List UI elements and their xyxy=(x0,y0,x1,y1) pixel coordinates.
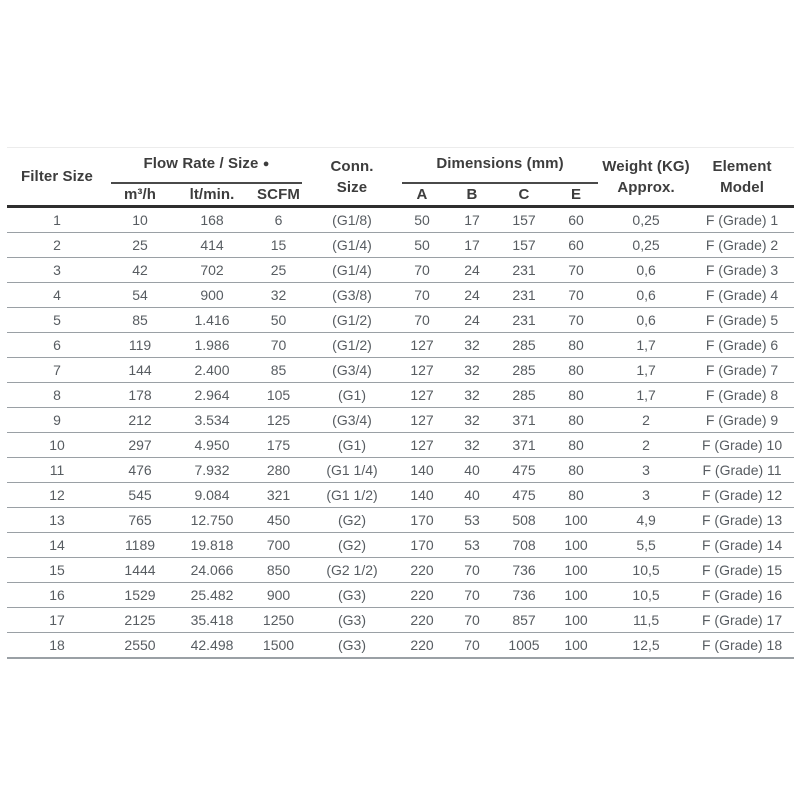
cell-scfm: 850 xyxy=(251,558,306,583)
cell-dim-b: 70 xyxy=(446,608,498,633)
cell-dim-a: 140 xyxy=(398,483,446,508)
element-line1: Element xyxy=(712,157,772,175)
cell-m3h: 545 xyxy=(107,483,173,508)
cell-dim-c: 708 xyxy=(498,533,550,558)
cell-element-model: F (Grade) 3 xyxy=(690,258,794,283)
cell-weight: 0,25 xyxy=(602,233,690,258)
header-group-row xyxy=(7,148,794,185)
cell-conn-size: (G3) xyxy=(306,583,398,608)
cell-scfm: 50 xyxy=(251,308,306,333)
cell-dim-e: 100 xyxy=(550,533,602,558)
cell-dim-b: 70 xyxy=(446,633,498,659)
cell-dim-a: 170 xyxy=(398,533,446,558)
cell-dim-e: 70 xyxy=(550,308,602,333)
table-row xyxy=(7,433,794,458)
table-row xyxy=(7,458,794,483)
table-row xyxy=(7,558,794,583)
cell-filter-size: 9 xyxy=(7,408,107,433)
col-header-m3h: m³/h xyxy=(107,184,173,207)
cell-ltmin: 168 xyxy=(173,207,251,233)
col-header-ltmin: lt/min. xyxy=(173,184,251,207)
cell-weight: 11,5 xyxy=(602,608,690,633)
cell-weight: 1,7 xyxy=(602,383,690,408)
cell-dim-c: 157 xyxy=(498,233,550,258)
cell-weight: 3 xyxy=(602,483,690,508)
col-header-weight xyxy=(602,148,690,207)
cell-ltmin: 12.750 xyxy=(173,508,251,533)
cell-dim-a: 70 xyxy=(398,283,446,308)
weight-line1: Weight (KG) xyxy=(602,157,690,175)
cell-filter-size: 15 xyxy=(7,558,107,583)
cell-ltmin: 24.066 xyxy=(173,558,251,583)
cell-dim-c: 857 xyxy=(498,608,550,633)
cell-conn-size: (G1/2) xyxy=(306,333,398,358)
cell-ltmin: 9.084 xyxy=(173,483,251,508)
table-row xyxy=(7,633,794,659)
cell-dim-e: 80 xyxy=(550,433,602,458)
cell-filter-size: 7 xyxy=(7,358,107,383)
table-header xyxy=(7,148,794,207)
conn-size-line1: Conn. xyxy=(330,157,374,175)
cell-conn-size: (G1/4) xyxy=(306,233,398,258)
cell-weight: 12,5 xyxy=(602,633,690,659)
cell-filter-size: 18 xyxy=(7,633,107,659)
table-row xyxy=(7,383,794,408)
cell-dim-e: 80 xyxy=(550,383,602,408)
table-row xyxy=(7,583,794,608)
cell-scfm: 321 xyxy=(251,483,306,508)
cell-dim-a: 170 xyxy=(398,508,446,533)
cell-element-model: F (Grade) 8 xyxy=(690,383,794,408)
cell-dim-e: 80 xyxy=(550,333,602,358)
cell-scfm: 175 xyxy=(251,433,306,458)
cell-conn-size: (G2 1/2) xyxy=(306,558,398,583)
col-header-dim-c: C xyxy=(498,184,550,207)
cell-ltmin: 2.400 xyxy=(173,358,251,383)
cell-dim-e: 60 xyxy=(550,233,602,258)
col-header-dim-a: A xyxy=(398,184,446,207)
cell-weight: 4,9 xyxy=(602,508,690,533)
flow-rate-underline xyxy=(111,182,302,184)
cell-dim-e: 60 xyxy=(550,207,602,233)
cell-dim-a: 50 xyxy=(398,233,446,258)
cell-m3h: 212 xyxy=(107,408,173,433)
cell-weight: 0,25 xyxy=(602,207,690,233)
cell-filter-size: 6 xyxy=(7,333,107,358)
cell-element-model: F (Grade) 5 xyxy=(690,308,794,333)
table-row xyxy=(7,333,794,358)
cell-dim-c: 1005 xyxy=(498,633,550,659)
cell-scfm: 700 xyxy=(251,533,306,558)
filter-spec-table xyxy=(7,147,794,659)
cell-weight: 5,5 xyxy=(602,533,690,558)
table-row xyxy=(7,408,794,433)
cell-filter-size: 16 xyxy=(7,583,107,608)
cell-m3h: 1529 xyxy=(107,583,173,608)
col-header-scfm: SCFM xyxy=(251,184,306,207)
cell-dim-b: 24 xyxy=(446,258,498,283)
cell-filter-size: 14 xyxy=(7,533,107,558)
table-row xyxy=(7,483,794,508)
cell-scfm: 70 xyxy=(251,333,306,358)
cell-dim-c: 231 xyxy=(498,308,550,333)
table-body xyxy=(7,207,794,659)
cell-ltmin: 7.932 xyxy=(173,458,251,483)
cell-dim-a: 70 xyxy=(398,258,446,283)
cell-scfm: 6 xyxy=(251,207,306,233)
cell-dim-b: 40 xyxy=(446,458,498,483)
cell-m3h: 1189 xyxy=(107,533,173,558)
cell-dim-e: 100 xyxy=(550,508,602,533)
cell-element-model: F (Grade) 18 xyxy=(690,633,794,659)
cell-filter-size: 11 xyxy=(7,458,107,483)
cell-ltmin: 702 xyxy=(173,258,251,283)
flow-rate-group-label xyxy=(144,155,270,178)
cell-dim-e: 80 xyxy=(550,408,602,433)
cell-m3h: 1444 xyxy=(107,558,173,583)
cell-conn-size: (G3) xyxy=(306,633,398,659)
cell-weight: 0,6 xyxy=(602,258,690,283)
table-row xyxy=(7,258,794,283)
table-row xyxy=(7,207,794,233)
cell-filter-size: 1 xyxy=(7,207,107,233)
col-header-filter-size: Filter Size xyxy=(7,148,107,207)
cell-filter-size: 4 xyxy=(7,283,107,308)
cell-dim-e: 80 xyxy=(550,358,602,383)
cell-weight: 3 xyxy=(602,458,690,483)
cell-dim-c: 475 xyxy=(498,458,550,483)
cell-ltmin: 42.498 xyxy=(173,633,251,659)
cell-element-model: F (Grade) 9 xyxy=(690,408,794,433)
cell-weight: 1,7 xyxy=(602,358,690,383)
cell-ltmin: 414 xyxy=(173,233,251,258)
cell-ltmin: 4.950 xyxy=(173,433,251,458)
cell-ltmin: 1.416 xyxy=(173,308,251,333)
cell-element-model: F (Grade) 1 xyxy=(690,207,794,233)
cell-element-model: F (Grade) 6 xyxy=(690,333,794,358)
cell-dim-c: 231 xyxy=(498,283,550,308)
cell-m3h: 10 xyxy=(107,207,173,233)
table-row xyxy=(7,608,794,633)
table-row xyxy=(7,533,794,558)
cell-filter-size: 8 xyxy=(7,383,107,408)
cell-dim-e: 80 xyxy=(550,483,602,508)
cell-m3h: 144 xyxy=(107,358,173,383)
cell-dim-b: 70 xyxy=(446,558,498,583)
cell-dim-a: 127 xyxy=(398,433,446,458)
cell-dim-a: 127 xyxy=(398,383,446,408)
cell-dim-b: 32 xyxy=(446,358,498,383)
cell-scfm: 1250 xyxy=(251,608,306,633)
cell-filter-size: 10 xyxy=(7,433,107,458)
cell-dim-c: 285 xyxy=(498,358,550,383)
cell-dim-a: 220 xyxy=(398,608,446,633)
cell-dim-b: 24 xyxy=(446,283,498,308)
footnote-dot-icon: ● xyxy=(262,157,270,170)
cell-filter-size: 2 xyxy=(7,233,107,258)
cell-element-model: F (Grade) 14 xyxy=(690,533,794,558)
table-row xyxy=(7,508,794,533)
conn-size-line2: Size xyxy=(336,178,368,196)
cell-dim-e: 100 xyxy=(550,633,602,659)
cell-dim-e: 70 xyxy=(550,283,602,308)
cell-dim-a: 220 xyxy=(398,583,446,608)
cell-dim-b: 24 xyxy=(446,308,498,333)
cell-scfm: 900 xyxy=(251,583,306,608)
cell-weight: 10,5 xyxy=(602,558,690,583)
cell-m3h: 297 xyxy=(107,433,173,458)
cell-element-model: F (Grade) 13 xyxy=(690,508,794,533)
cell-m3h: 178 xyxy=(107,383,173,408)
cell-filter-size: 5 xyxy=(7,308,107,333)
cell-conn-size: (G3/4) xyxy=(306,408,398,433)
cell-dim-b: 32 xyxy=(446,408,498,433)
cell-element-model: F (Grade) 4 xyxy=(690,283,794,308)
cell-scfm: 450 xyxy=(251,508,306,533)
cell-element-model: F (Grade) 7 xyxy=(690,358,794,383)
cell-m3h: 54 xyxy=(107,283,173,308)
cell-dim-a: 70 xyxy=(398,308,446,333)
cell-ltmin: 3.534 xyxy=(173,408,251,433)
cell-scfm: 85 xyxy=(251,358,306,383)
cell-dim-c: 157 xyxy=(498,207,550,233)
cell-scfm: 105 xyxy=(251,383,306,408)
cell-filter-size: 3 xyxy=(7,258,107,283)
cell-dim-a: 127 xyxy=(398,408,446,433)
cell-m3h: 25 xyxy=(107,233,173,258)
cell-dim-b: 32 xyxy=(446,433,498,458)
cell-dim-a: 220 xyxy=(398,633,446,659)
cell-m3h: 765 xyxy=(107,508,173,533)
cell-dim-c: 285 xyxy=(498,333,550,358)
flow-rate-label-text: Flow Rate / Size xyxy=(143,154,259,172)
cell-scfm: 15 xyxy=(251,233,306,258)
cell-dim-c: 736 xyxy=(498,558,550,583)
cell-scfm: 125 xyxy=(251,408,306,433)
cell-ltmin: 25.482 xyxy=(173,583,251,608)
cell-dim-a: 140 xyxy=(398,458,446,483)
table-row xyxy=(7,308,794,333)
cell-element-model: F (Grade) 2 xyxy=(690,233,794,258)
col-header-element-model xyxy=(690,148,794,207)
cell-dim-c: 508 xyxy=(498,508,550,533)
table-row xyxy=(7,283,794,308)
cell-scfm: 25 xyxy=(251,258,306,283)
cell-dim-c: 736 xyxy=(498,583,550,608)
cell-m3h: 476 xyxy=(107,458,173,483)
cell-dim-c: 475 xyxy=(498,483,550,508)
cell-dim-b: 17 xyxy=(446,233,498,258)
cell-element-model: F (Grade) 17 xyxy=(690,608,794,633)
cell-conn-size: (G3/8) xyxy=(306,283,398,308)
cell-filter-size: 17 xyxy=(7,608,107,633)
cell-weight: 10,5 xyxy=(602,583,690,608)
cell-conn-size: (G3/4) xyxy=(306,358,398,383)
cell-dim-a: 220 xyxy=(398,558,446,583)
cell-weight: 1,7 xyxy=(602,333,690,358)
cell-ltmin: 1.986 xyxy=(173,333,251,358)
cell-element-model: F (Grade) 11 xyxy=(690,458,794,483)
cell-ltmin: 35.418 xyxy=(173,608,251,633)
cell-dim-c: 371 xyxy=(498,408,550,433)
table-row xyxy=(7,358,794,383)
dimensions-group-label: Dimensions (mm) xyxy=(436,154,564,172)
cell-element-model: F (Grade) 16 xyxy=(690,583,794,608)
cell-dim-e: 70 xyxy=(550,258,602,283)
cell-filter-size: 12 xyxy=(7,483,107,508)
cell-dim-a: 50 xyxy=(398,207,446,233)
cell-conn-size: (G3) xyxy=(306,608,398,633)
cell-m3h: 85 xyxy=(107,308,173,333)
cell-conn-size: (G1/4) xyxy=(306,258,398,283)
cell-m3h: 2550 xyxy=(107,633,173,659)
cell-dim-c: 285 xyxy=(498,383,550,408)
cell-dim-c: 231 xyxy=(498,258,550,283)
cell-m3h: 2125 xyxy=(107,608,173,633)
cell-dim-c: 371 xyxy=(498,433,550,458)
cell-m3h: 42 xyxy=(107,258,173,283)
cell-conn-size: (G2) xyxy=(306,533,398,558)
cell-scfm: 1500 xyxy=(251,633,306,659)
cell-dim-e: 100 xyxy=(550,583,602,608)
cell-dim-b: 53 xyxy=(446,508,498,533)
cell-conn-size: (G1/2) xyxy=(306,308,398,333)
col-header-dim-e: E xyxy=(550,184,602,207)
cell-dim-b: 40 xyxy=(446,483,498,508)
cell-dim-a: 127 xyxy=(398,333,446,358)
cell-conn-size: (G1) xyxy=(306,383,398,408)
cell-weight: 2 xyxy=(602,408,690,433)
cell-element-model: F (Grade) 15 xyxy=(690,558,794,583)
cell-conn-size: (G1 1/2) xyxy=(306,483,398,508)
cell-element-model: F (Grade) 12 xyxy=(690,483,794,508)
cell-dim-a: 127 xyxy=(398,358,446,383)
cell-scfm: 280 xyxy=(251,458,306,483)
cell-dim-e: 100 xyxy=(550,608,602,633)
cell-m3h: 119 xyxy=(107,333,173,358)
cell-filter-size: 13 xyxy=(7,508,107,533)
cell-conn-size: (G1/8) xyxy=(306,207,398,233)
cell-dim-b: 17 xyxy=(446,207,498,233)
weight-line2: Approx. xyxy=(617,178,675,196)
col-group-dimensions xyxy=(398,148,602,185)
cell-dim-e: 80 xyxy=(550,458,602,483)
cell-element-model: F (Grade) 10 xyxy=(690,433,794,458)
cell-dim-b: 32 xyxy=(446,333,498,358)
cell-dim-b: 32 xyxy=(446,383,498,408)
cell-conn-size: (G1) xyxy=(306,433,398,458)
cell-weight: 2 xyxy=(602,433,690,458)
element-line2: Model xyxy=(720,178,764,196)
cell-conn-size: (G1 1/4) xyxy=(306,458,398,483)
cell-weight: 0,6 xyxy=(602,308,690,333)
cell-ltmin: 2.964 xyxy=(173,383,251,408)
cell-dim-b: 70 xyxy=(446,583,498,608)
cell-dim-e: 100 xyxy=(550,558,602,583)
cell-ltmin: 19.818 xyxy=(173,533,251,558)
cell-weight: 0,6 xyxy=(602,283,690,308)
dimensions-underline xyxy=(402,182,598,184)
cell-dim-b: 53 xyxy=(446,533,498,558)
col-header-conn-size xyxy=(306,148,398,207)
col-group-flow-rate xyxy=(107,148,306,185)
cell-conn-size: (G2) xyxy=(306,508,398,533)
table-row xyxy=(7,233,794,258)
col-header-dim-b: B xyxy=(446,184,498,207)
cell-ltmin: 900 xyxy=(173,283,251,308)
cell-scfm: 32 xyxy=(251,283,306,308)
